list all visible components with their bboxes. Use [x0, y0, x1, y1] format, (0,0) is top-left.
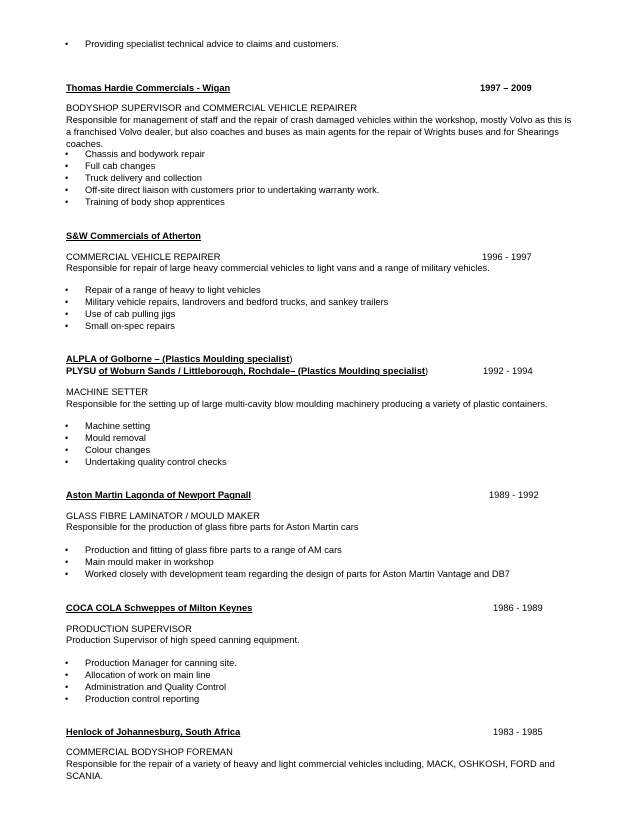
bullet-text: Machine setting [85, 421, 151, 431]
bullet-text: Military vehicle repairs, landrovers and bedford trucks, and sankey trailers [85, 297, 389, 307]
job-description: Responsible for repair of large heavy commercial vehicles to light vans and a range of military vehicles. [66, 263, 490, 273]
bullet-icon: • [65, 149, 69, 159]
job-description: Responsible for the setting up of large multi-cavity blow moulding machinery producing a variety of plastic containers. [66, 399, 548, 409]
bullet-icon: • [65, 457, 69, 467]
bullet-icon: • [65, 321, 69, 331]
employer-prefix: PLYSU [66, 366, 99, 376]
job-description: Responsible for management of staff and the repair of crash damaged vehicles within the workshop, mostly Volvo as this is a franchised Volvo dealer, but also coaches and buses as main agents for the repair of Wrights buses and for Shearings coaches. [66, 115, 572, 149]
employer-name: of Woburn Sands / Littleborough, Rochdale– (Plastics Moulding specialist [98, 366, 426, 376]
bullet-icon: • [65, 161, 69, 171]
bullet-text: Production Manager for canning site. [85, 658, 237, 668]
employer-heading: Henlock of Johannesburg, South Africa [66, 727, 241, 737]
bullet-icon: • [65, 433, 69, 443]
job-title: BODYSHOP SUPERVISOR and COMMERCIAL VEHICLE REPAIRER [66, 103, 358, 113]
employer-heading: COCA COLA Schweppes of Milton Keynes [66, 603, 253, 613]
employer-heading [66, 353, 292, 365]
job-description: Responsible for the repair of a variety of heavy and light commercial vehicles including, MACK, OSHKOSH, FORD and SCANIA. [66, 759, 555, 781]
job-title: MACHINE SETTER [66, 387, 149, 397]
bullet-icon: • [65, 545, 69, 555]
job-title: PRODUCTION SUPERVISOR [66, 624, 192, 634]
job-dates: 1986 - 1989 [493, 603, 543, 613]
employer-paren: ) [425, 366, 429, 376]
bullet-icon: • [65, 421, 69, 431]
bullet-text: Main mould maker in workshop [85, 557, 214, 567]
bullet-text: Small on-spec repairs [85, 321, 175, 331]
bullet-text: Chassis and bodywork repair [85, 149, 205, 159]
bullet-text: Full cab changes [85, 161, 156, 171]
bullet-text: Repair of a range of heavy to light vehicles [85, 285, 261, 295]
bullet-text: Undertaking quality control checks [85, 457, 227, 467]
bullet-text: Production and fitting of glass fibre parts to a range of AM cars [85, 545, 342, 555]
employer-paren: ) [289, 354, 293, 364]
bullet-icon: • [65, 658, 69, 668]
bullet-text: Allocation of work on main line [85, 670, 211, 680]
bullet-text: Administration and Quality Control [85, 682, 227, 692]
bullet-icon: • [65, 682, 69, 692]
job-dates: 1996 - 1997 [482, 252, 532, 262]
bullet-text: Training of body shop apprentices [85, 197, 225, 207]
employer-name: ALPLA of Golborne – (Plastics Moulding specialist [66, 354, 290, 364]
bullet-icon: • [65, 445, 69, 455]
bullet-icon: • [65, 39, 69, 49]
bullet-text: Colour changes [85, 445, 151, 455]
job-dates: 1989 - 1992 [489, 490, 539, 500]
job-title: GLASS FIBRE LAMINATOR / MOULD MAKER [66, 511, 260, 521]
job-dates: 1992 - 1994 [483, 366, 533, 376]
employer-heading: Thomas Hardie Commercials - Wigan [66, 83, 231, 93]
job-dates: 1997 – 2009 [480, 83, 532, 93]
job-dates: 1983 - 1985 [493, 727, 543, 737]
bullet-text: Mould removal [85, 433, 146, 443]
bullet-icon: • [65, 197, 69, 207]
bullet-text: Worked closely with development team regarding the design of parts for Aston Martin Vantage and DB7 [85, 569, 510, 579]
employer-heading [66, 365, 428, 377]
bullet-icon: • [65, 557, 69, 567]
job-title: COMMERCIAL BODYSHOP FOREMAN [66, 747, 233, 757]
bullet-icon: • [65, 297, 69, 307]
job-description: Production Supervisor of high speed canning equipment. [66, 635, 300, 645]
employer-heading: S&W Commercials of Atherton [66, 231, 201, 241]
bullet-icon: • [65, 185, 69, 195]
bullet-icon: • [65, 285, 69, 295]
job-description: Responsible for the production of glass fibre parts for Aston Martin cars [66, 522, 359, 532]
bullet-icon: • [65, 694, 69, 704]
bullet-icon: • [65, 173, 69, 183]
job-title: COMMERCIAL VEHICLE REPAIRER [66, 252, 221, 262]
bullet-text: Truck delivery and collection [85, 173, 202, 183]
bullet-text: Off-site direct liaison with customers prior to undertaking warranty work. [85, 185, 380, 195]
bullet-icon: • [65, 309, 69, 319]
bullet-text: Providing specialist technical advice to claims and customers. [85, 39, 339, 49]
bullet-icon: • [65, 569, 69, 579]
bullet-icon: • [65, 670, 69, 680]
bullet-text: Production control reporting [85, 694, 200, 704]
employer-heading: Aston Martin Lagonda of Newport Pagnall [66, 490, 251, 500]
bullet-text: Use of cab pulling jigs [85, 309, 176, 319]
